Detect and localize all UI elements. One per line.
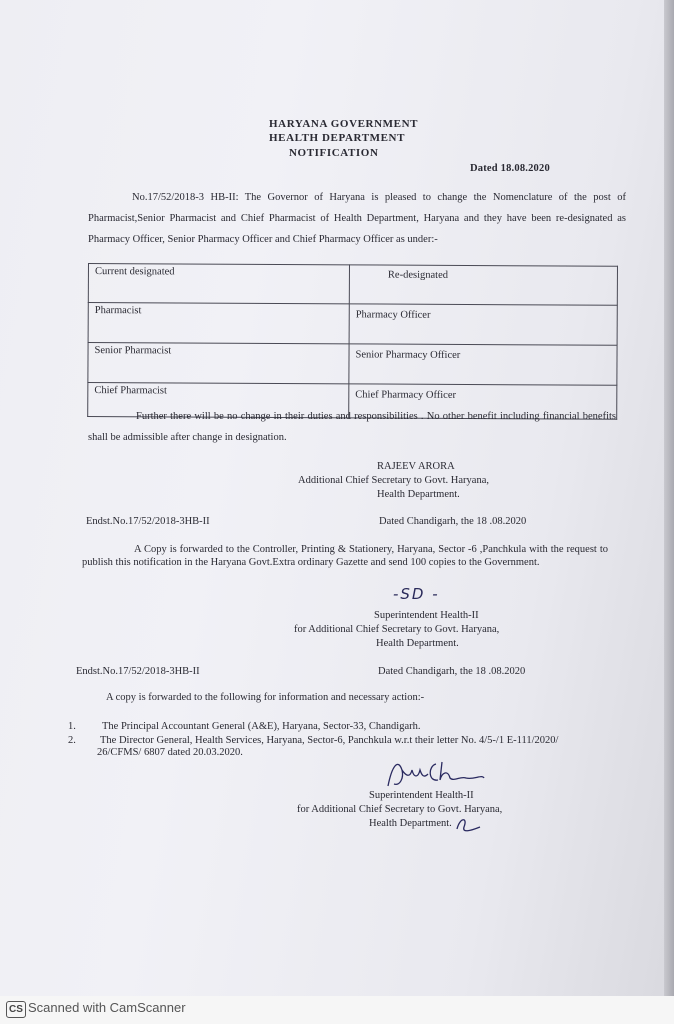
- table-cell-new: Pharmacy Officer: [349, 304, 617, 345]
- page-edge-shadow: [664, 0, 674, 996]
- camscanner-logo-icon: CS: [6, 1001, 26, 1018]
- copy1-paragraph: A Copy is forwarded to the Controller, Printing & Stationery, Haryana, Sector -6 ,Panchkula with the request to publish this notification in the Haryana Govt.Extra ordinary Gazette and send 100 copies to the Government.: [82, 544, 608, 568]
- endst1-number: Endst.No.17/52/2018-3HB-II: [86, 516, 210, 527]
- intro-paragraph: No.17/52/2018-3 HB-II: The Governor of Haryana is pleased to change the Nomenclature of the post of Pharmacist,Senior Pharmacist and Chief Pharmacist of Health Department, Haryana and they have been re-designated as Pharmacy Officer, Senior Pharmacy Officer and Chief Pharmacy Officer as under:-: [88, 192, 626, 245]
- signatory3-dept: Health Department.: [369, 818, 452, 829]
- endst2-number: Endst.No.17/52/2018-3HB-II: [76, 666, 200, 677]
- list-item-1-text: The Principal Accountant General (A&E), Haryana, Sector-33, Chandigarh.: [102, 721, 421, 732]
- list-item-1-number: 1.: [68, 721, 76, 732]
- signatory2-for: for Additional Chief Secretary to Govt. Haryana,: [294, 624, 500, 635]
- table-header-row: [88, 264, 617, 306]
- handwritten-signature: [384, 756, 494, 792]
- header-line-3: NOTIFICATION: [289, 147, 379, 159]
- header-line-1: HARYANA GOVERNMENT: [269, 118, 419, 130]
- table-header-current: Current designated: [88, 264, 349, 304]
- further-paragraph: Further there will be no change in their duties and responsibilities . No other benefit including financial benefits shall be admissible after change in designation.: [88, 411, 616, 443]
- table-cell-new: Chief Pharmacy Officer: [349, 384, 617, 419]
- list-item-2-number: 2.: [68, 735, 76, 746]
- designation-table: [87, 263, 618, 420]
- table-header-redesignated: Re-designated: [349, 265, 617, 305]
- sd-handwritten-mark: -SD -: [393, 585, 440, 603]
- table-cell-current: Pharmacist: [88, 303, 349, 344]
- list-item-2-text: The Director General, Health Services, Haryana, Sector-6, Panchkula w.r.t their letter No. 4/5-/1 E-111/2020/: [100, 735, 559, 746]
- initials-mark: [454, 815, 482, 835]
- table-row: [88, 343, 617, 386]
- camscanner-watermark-text: Scanned with CamScanner: [28, 1000, 186, 1015]
- signatory3-title: Superintendent Health-II: [369, 790, 474, 801]
- list-item-2-text-cont: 26/CFMS/ 6807 dated 20.03.2020.: [97, 747, 243, 758]
- table-cell-current: Senior Pharmacist: [88, 343, 349, 384]
- signatory1-title: Additional Chief Secretary to Govt. Haryana,: [298, 475, 489, 486]
- signatory1-name: RAJEEV ARORA: [377, 461, 455, 472]
- table-row: [88, 303, 617, 346]
- signatory1-dept: Health Department.: [377, 489, 460, 500]
- signatory2-title: Superintendent Health-II: [374, 610, 479, 621]
- notification-date: Dated 18.08.2020: [470, 163, 550, 174]
- scanner-footer: [0, 996, 674, 1024]
- header-line-2: HEALTH DEPARTMENT: [269, 132, 406, 144]
- table-cell-new: Senior Pharmacy Officer: [349, 344, 617, 385]
- table-cell-current: Chief Pharmacist: [88, 383, 349, 418]
- signatory3-for: for Additional Chief Secretary to Govt. Haryana,: [297, 804, 503, 815]
- signatory2-dept: Health Department.: [376, 638, 459, 649]
- endst2-date: Dated Chandigarh, the 18 .08.2020: [378, 666, 526, 677]
- copy2-paragraph: A copy is forwarded to the following for information and necessary action:-: [106, 692, 425, 703]
- endst1-date: Dated Chandigarh, the 18 .08.2020: [379, 516, 527, 527]
